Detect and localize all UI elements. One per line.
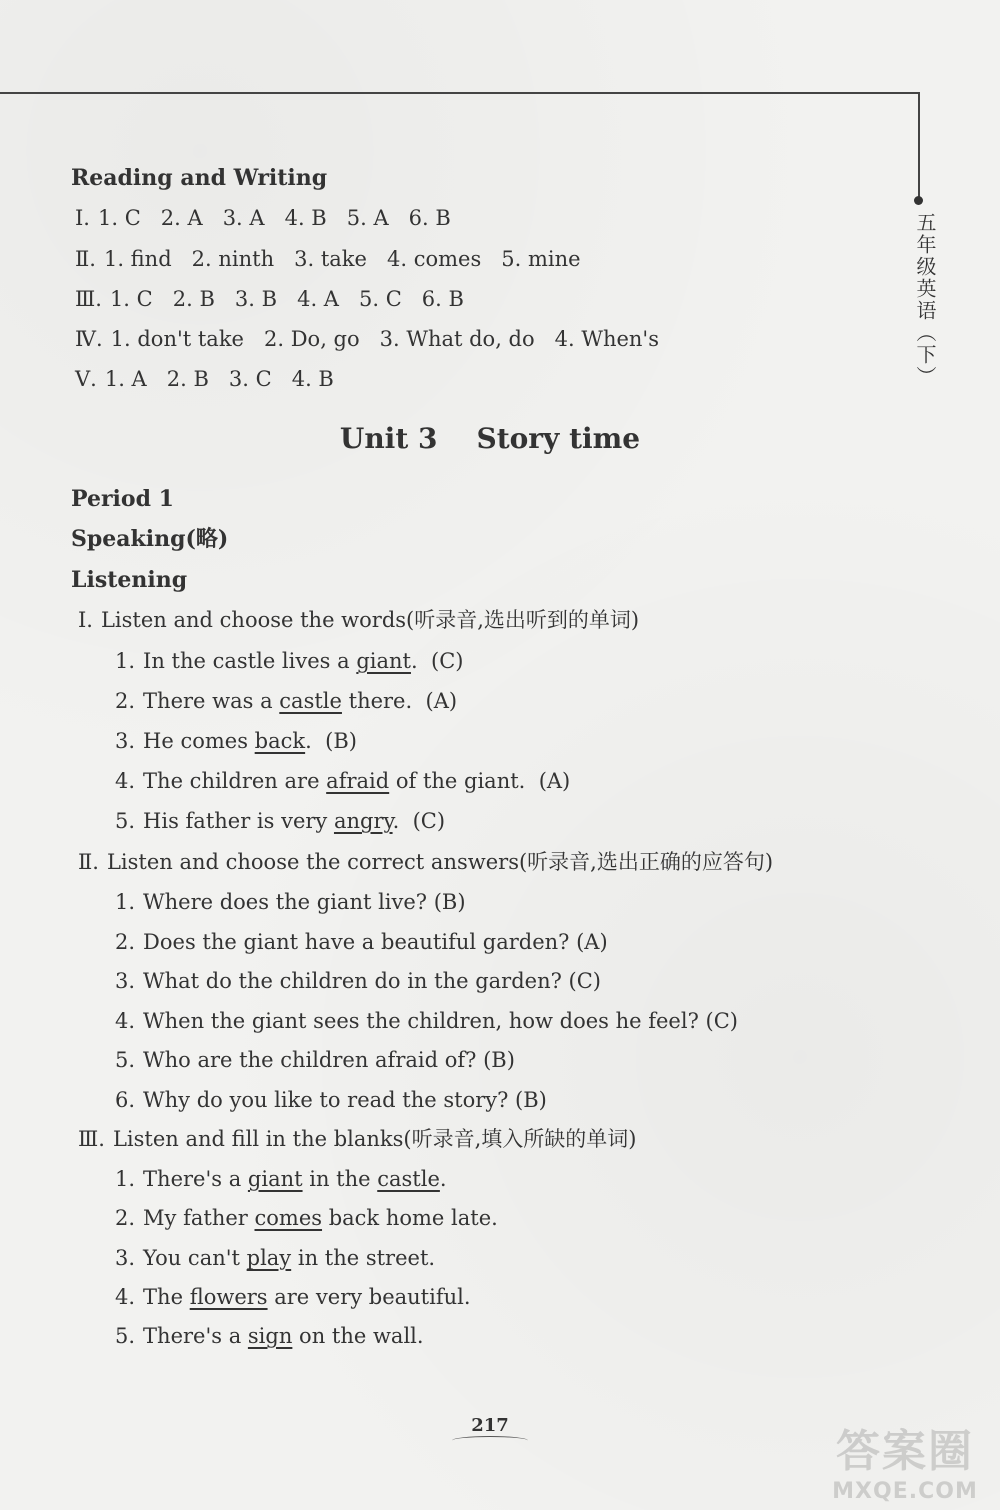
watermark-logo	[820, 1414, 990, 1504]
list-item: 3. He comes back. (B)	[115, 729, 357, 753]
answer-row	[75, 205, 451, 231]
section-title: Listen and fill in the blanks(听录音,填入所缺的单词)	[112, 1127, 637, 1151]
list-item: 4. When the giant sees the children, how does he feel? (C)	[115, 1009, 738, 1033]
list-item: 5. There's a sign on the wall.	[115, 1324, 424, 1348]
list-item: 1. There's a giant in the castle.	[115, 1167, 447, 1191]
unit-title: Unit 3 Story time	[339, 422, 641, 455]
section-mark: Ⅱ.	[78, 850, 99, 874]
answer-row	[75, 366, 334, 392]
list-item: 4. The flowers are very beautiful.	[115, 1285, 471, 1309]
list-item: 5. Who are the children afraid of? (B)	[115, 1048, 515, 1072]
side-rule	[918, 92, 920, 200]
row-text: 1. C 2. A 3. A 4. B 5. A 6. B	[97, 206, 451, 230]
section2-title	[78, 849, 773, 875]
row-mark: Ⅴ.	[75, 367, 97, 391]
top-rule	[0, 92, 918, 94]
section-mark: Ⅲ.	[78, 1127, 105, 1151]
answer-row	[75, 326, 659, 352]
period-heading: Period 1	[71, 486, 174, 512]
section-mark: Ⅰ.	[78, 608, 93, 632]
row-mark: Ⅱ.	[75, 247, 96, 271]
watermark-url: MXQE.COM	[832, 1478, 978, 1504]
page-number: 217	[471, 1415, 509, 1436]
list-item: 6. Why do you like to read the story? (B)	[115, 1088, 547, 1112]
list-item: 2. There was a castle there. (A)	[115, 689, 458, 713]
section3-title	[78, 1126, 636, 1152]
list-item: 1. Where does the giant live? (B)	[115, 890, 466, 914]
page-number-ornament	[452, 1436, 528, 1445]
list-item: 3. What do the children do in the garden? (C)	[115, 969, 601, 993]
list-item: 1. In the castle lives a giant. (C)	[115, 649, 464, 673]
answer-row	[75, 286, 464, 312]
section-title: Listen and choose the words(听录音,选出听到的单词)	[100, 608, 640, 632]
row-mark: Ⅰ.	[75, 206, 90, 230]
row-text: 1. A 2. B 3. C 4. B	[104, 367, 334, 391]
list-item: 3. You can't play in the street.	[115, 1246, 436, 1270]
answer-row	[75, 246, 581, 272]
listening-heading: Listening	[71, 567, 188, 593]
section-title: Listen and choose the correct answers(听录音,选出正确的应答句)	[106, 850, 774, 874]
side-dot	[914, 196, 923, 205]
row-mark: Ⅲ.	[75, 287, 102, 311]
side-title: 五年级英语（下）	[913, 212, 937, 388]
row-mark: Ⅳ.	[75, 327, 103, 351]
list-item: 4. The children are afraid of the giant. (A)	[115, 769, 571, 793]
list-item: 2. Does the giant have a beautiful garden? (A)	[115, 930, 608, 954]
watermark-text: 答案圈	[836, 1425, 974, 1477]
section1-title	[78, 607, 639, 633]
row-text: 1. C 2. B 3. B 4. A 5. C 6. B	[109, 287, 464, 311]
row-text: 1. don't take 2. Do, go 3. What do, do 4. When's	[110, 327, 659, 351]
list-item: 2. My father comes back home late.	[115, 1206, 498, 1230]
speaking-heading: Speaking(略)	[71, 526, 229, 552]
row-text: 1. find 2. ninth 3. take 4. comes 5. mine	[103, 247, 581, 271]
reading-writing-heading: Reading and Writing	[71, 165, 328, 191]
list-item: 5. His father is very angry. (C)	[115, 809, 446, 833]
